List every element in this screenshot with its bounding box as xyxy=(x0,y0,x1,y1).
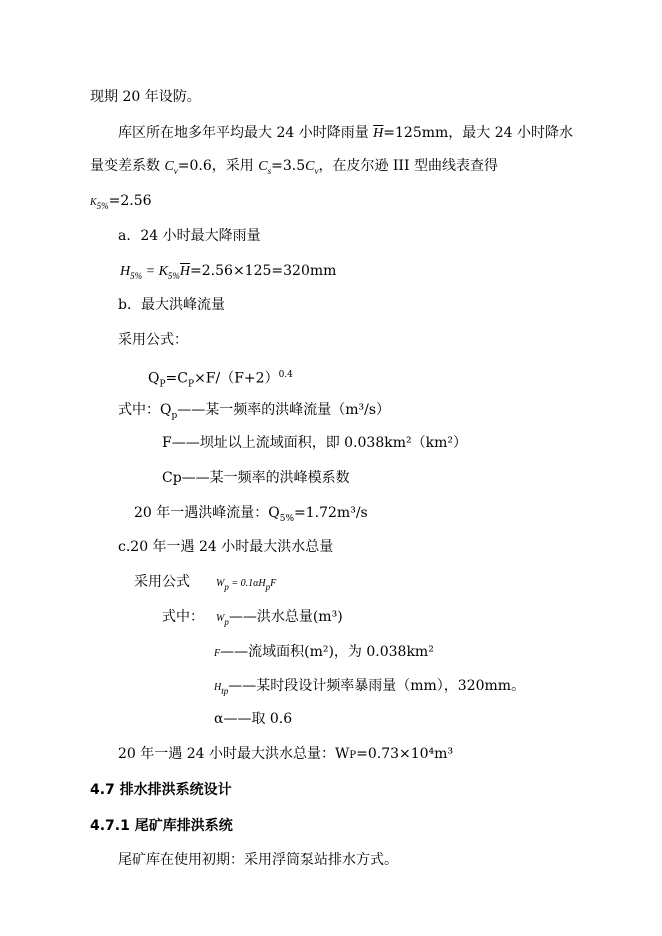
text-line-4: $K_{5\%}=2.56$ xyxy=(90,193,152,211)
text-line-16: 式中： $W_p——$洪水总量(m³) xyxy=(162,609,343,627)
text-line-5: a．24 小时最大降雨量 xyxy=(118,228,261,244)
text-line-2: 库区所在地多年平均最大 24 小时降雨量 $\overline{H}=125mm$，最大 24 小时降水 xyxy=(118,125,574,141)
text-line-10: 式中：$Q_p——$某一频率的洪峰流量（m³/s） xyxy=(118,402,391,421)
formula-h5: $H_{5\%} = K_{5\%}\overline{H}=2.56\times 125=320mm$ xyxy=(120,263,337,281)
text-line-3: 量变差系数 $C_v=0.6$，采用 $C_s=3.5C_v$，在皮尔逊 III 型曲线表查得 xyxy=(90,158,498,176)
text-line-7: b．最大洪峰流量 xyxy=(118,297,225,313)
symbol-h-mean: $\overline{H}$ xyxy=(373,126,384,141)
text-line-21: 尾矿库在使用初期：采用浮筒泵站排水方式。 xyxy=(118,852,398,868)
text-line-18: $H_{tp}——$某时段设计频率暴雨量（mm），320mm。 xyxy=(214,678,526,696)
text-line-19: α——取 0.6 xyxy=(214,711,293,727)
section-heading-4-7: 4.7 排水排洪系统设计 xyxy=(90,782,232,798)
text-line-17: F——流域面积(m²)，为 0.038km² xyxy=(214,644,434,660)
formula-qp: $Q_P=C_P\times F/(F+2)^{0.4}$ xyxy=(148,370,293,390)
section-heading-4-7-1: 4.7.1 尾矿库排洪系统 xyxy=(90,818,233,834)
text-line-8: 采用公式： xyxy=(118,332,188,348)
text-line-14: c.20 年一遇 24 小时最大洪水总量 xyxy=(118,539,334,555)
text-line-13: 20 年一遇洪峰流量：$Q_{5\%}=1.72m^3/s$ xyxy=(134,505,368,524)
text-line-15: 采用公式 $W_p = 0.1\alpha H_pF$ xyxy=(134,574,277,592)
text-line-12: Cp——某一频率的洪峰模系数 xyxy=(162,470,350,486)
text-line-20: 20 年一遇 24 小时最大洪水总量：WP=0.73×10⁴m³ xyxy=(118,746,454,762)
text-line-11: F——坝址以上流域面积，即 0.038km²（km²） xyxy=(162,435,467,451)
text-line-1: 现期 20 年设防。 xyxy=(90,89,201,105)
